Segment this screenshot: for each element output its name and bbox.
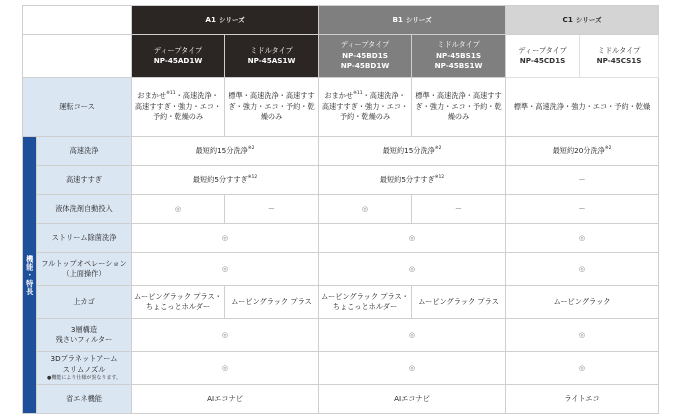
course-text: おまかせ — [324, 91, 354, 101]
label-line: 3層構造 — [70, 324, 98, 334]
footnote-mark: ※11 — [166, 91, 176, 97]
model-number: NP-45BS1W — [434, 61, 483, 71]
eco-a1: AIエコナビ — [132, 385, 319, 414]
cell-text: 最短約15分洗浄 — [195, 145, 248, 155]
label-speed-wash: 高速洗浄 — [37, 137, 132, 166]
model-b1-mid — [412, 35, 506, 78]
label-detergent: 液体洗剤自動投入 — [37, 195, 132, 224]
detergent-c1: － — [506, 195, 659, 224]
model-number: NP-45AD1W — [153, 56, 203, 65]
detergent-a1-deep: ◎ — [132, 195, 225, 224]
footnote-mark: ※2 — [604, 145, 612, 151]
label-note: ●機能により仕様が異なります。 — [47, 375, 121, 381]
label-fulltop: フルトップオペレーション（上面操作） — [37, 253, 132, 286]
label-stream: ストリーム除菌洗浄 — [37, 224, 132, 253]
course-text: ・高速洗浄・高速すすぎ・強力・エコ・予約・乾燥のみ — [321, 91, 409, 122]
footnote-mark: ※12 — [434, 174, 445, 180]
cell-text: 最短約15分洗浄 — [382, 145, 435, 155]
basket-a1-deep: ムービングラック プラス・ちょこっとホルダー — [132, 286, 225, 319]
row-filter — [23, 319, 659, 352]
model-type: ディープタイプ — [153, 45, 203, 55]
model-type: ディープタイプ — [518, 45, 567, 55]
basket-b1-mid: ムービングラック プラス — [412, 286, 506, 319]
series-c1 — [506, 6, 659, 35]
model-type: ミドルタイプ — [597, 45, 641, 55]
speed-rinse-c1: － — [506, 166, 659, 195]
cell-text: 最短約20分洗浄 — [552, 145, 605, 155]
footnote-mark: ※12 — [247, 174, 258, 180]
model-c1-mid — [580, 35, 659, 78]
row-speed-rinse — [23, 166, 659, 195]
model-number: NP-45BD1W — [340, 61, 390, 71]
stream-a1: ◎ — [132, 224, 319, 253]
speed-wash-a1 — [132, 137, 319, 166]
basket-c1: ムービングラック — [506, 286, 659, 319]
course-b1-deep — [319, 78, 412, 137]
course-b1-mid: 標準・高速洗浄・高速すすぎ・強力・エコ・予約・乾燥のみ — [412, 78, 506, 137]
fulltop-b1: ◎ — [319, 253, 506, 286]
nozzle-c1: ◎ — [506, 352, 659, 385]
label-line: 残さいフィルター — [55, 335, 113, 344]
label-upper-basket: 上カゴ — [37, 286, 132, 319]
detergent-b1-mid: － — [412, 195, 506, 224]
course-c1: 標準・高速洗浄・強力・エコ・予約・乾燥 — [506, 78, 659, 137]
model-c1-deep — [506, 35, 580, 78]
row-nozzle — [23, 352, 659, 385]
series-c1-name: C1 — [562, 14, 573, 24]
eco-c1: ライトエコ — [506, 385, 659, 414]
footnote-mark: ※2 — [434, 145, 442, 151]
cell-text: 最短約5分すすぎ — [192, 174, 248, 184]
filter-b1: ◎ — [319, 319, 506, 352]
series-b1 — [319, 6, 506, 35]
model-number: NP-45BD1S — [342, 50, 388, 60]
series-a1-suffix: シリーズ — [218, 15, 245, 24]
footnote-mark: ※2 — [247, 145, 255, 151]
row-stream — [23, 224, 659, 253]
fulltop-c1: ◎ — [506, 253, 659, 286]
nozzle-a1: ◎ — [132, 352, 319, 385]
model-number: NP-45AS1W — [247, 56, 296, 65]
model-type: ディープタイプ — [340, 40, 390, 50]
basket-b1-deep: ムービングラック プラス・ちょこっとホルダー — [319, 286, 412, 319]
course-label: 運転コース — [23, 78, 132, 137]
model-a1-mid — [225, 35, 319, 78]
footnote-mark: ※11 — [353, 91, 363, 97]
models-header-row — [23, 35, 659, 78]
filter-c1: ◎ — [506, 319, 659, 352]
row-eco — [23, 385, 659, 414]
cell-text: 最短約5分すすぎ — [379, 174, 435, 184]
header-spacer — [23, 6, 132, 35]
feature-group-label: 機能・特長 — [23, 137, 37, 414]
course-text: おまかせ — [137, 91, 167, 101]
spec-table — [22, 5, 659, 414]
speed-wash-b1 — [319, 137, 506, 166]
label-line: 3Dプラネットアーム — [50, 354, 118, 363]
series-a1-name: A1 — [205, 14, 216, 24]
label-eco: 省エネ機能 — [37, 385, 132, 414]
detergent-a1-mid: － — [225, 195, 319, 224]
series-header-row — [23, 6, 659, 35]
basket-a1-mid: ムービングラック プラス — [225, 286, 319, 319]
model-a1-deep — [132, 35, 225, 78]
course-a1-deep — [132, 78, 225, 137]
fulltop-a1: ◎ — [132, 253, 319, 286]
row-detergent — [23, 195, 659, 224]
model-number: NP-45CD1S — [519, 56, 566, 65]
header-spacer-2 — [23, 35, 132, 78]
speed-wash-c1 — [506, 137, 659, 166]
detergent-b1-deep: ◎ — [319, 195, 412, 224]
label-line: スリムノズル — [62, 364, 106, 374]
course-text: ・高速洗浄・高速すすぎ・強力・エコ・予約・乾燥のみ — [134, 91, 222, 122]
model-number: NP-45CS1S — [596, 56, 642, 65]
nozzle-b1: ◎ — [319, 352, 506, 385]
filter-a1: ◎ — [132, 319, 319, 352]
speed-rinse-a1 — [132, 166, 319, 195]
row-upper-basket — [23, 286, 659, 319]
model-type: ミドルタイプ — [250, 45, 293, 55]
row-speed-wash — [23, 137, 659, 166]
course-a1-mid: 標準・高速洗浄・高速すすぎ・強力・エコ・予約・乾燥のみ — [225, 78, 319, 137]
model-number: NP-45BS1S — [436, 50, 482, 60]
series-a1 — [132, 6, 319, 35]
stream-c1: ◎ — [506, 224, 659, 253]
course-row — [23, 78, 659, 137]
series-b1-name: B1 — [392, 14, 403, 24]
row-fulltop — [23, 253, 659, 286]
eco-b1: AIエコナビ — [319, 385, 506, 414]
label-speed-rinse: 高速すすぎ — [37, 166, 132, 195]
model-b1-deep — [319, 35, 412, 78]
label-filter — [37, 319, 132, 352]
speed-rinse-b1 — [319, 166, 506, 195]
label-nozzle — [37, 352, 132, 385]
model-type: ミドルタイプ — [437, 40, 480, 50]
series-c1-suffix: シリーズ — [575, 15, 602, 24]
series-b1-suffix: シリーズ — [405, 15, 432, 24]
stream-b1: ◎ — [319, 224, 506, 253]
